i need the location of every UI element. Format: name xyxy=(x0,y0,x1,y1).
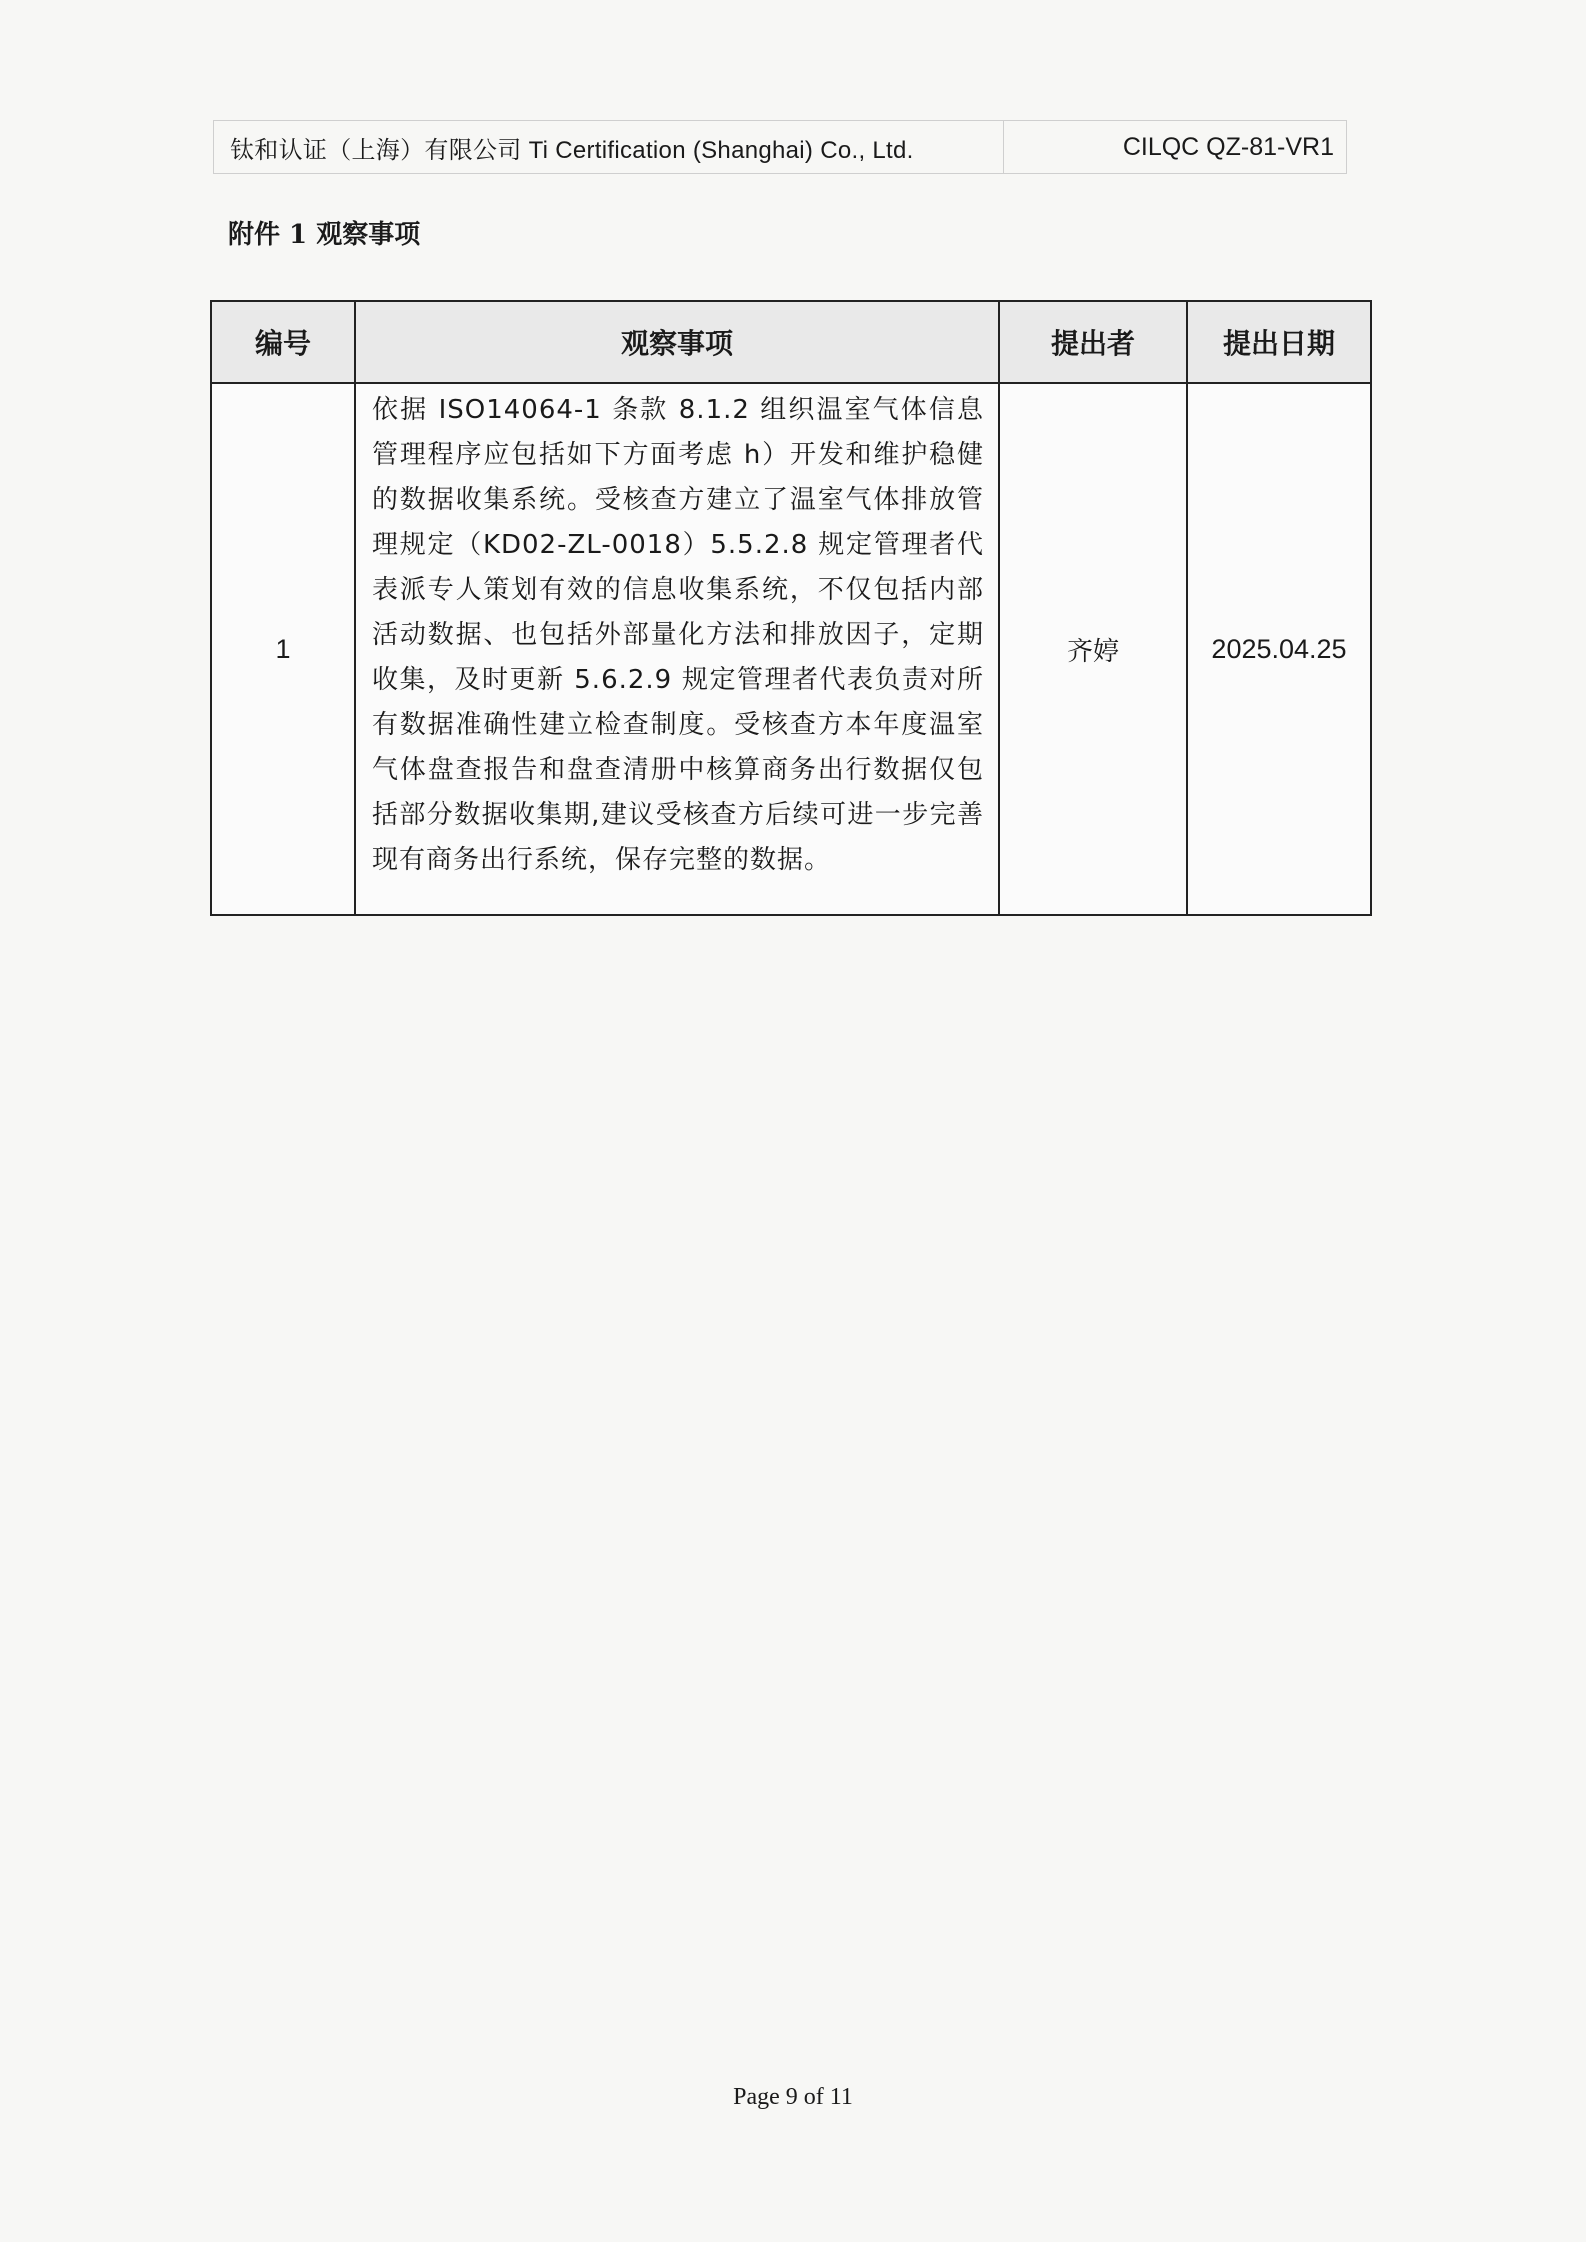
observation-table xyxy=(210,300,1372,916)
cell-date: 2025.04.25 xyxy=(1187,383,1371,915)
page-header xyxy=(213,120,1347,174)
cell-observation: 依据 ISO14064-1 条款 8.1.2 组织温室气体信息管理程序应包括如下方面考虑 h）开发和维护稳健的数据收集系统。受核查方建立了温室气体排放管理规定（KD02-ZL-0018）5.5.2.8 规定管理者代表派专人策划有效的信息收集系统，不仅包括内部活动数据、也包括外部量化方法和排放因子，定期收集，及时更新 5.6.2.9 规定管理者代表负责对所有数据准确性建立检查制度。受核查方本年度温室气体盘查报告和盘查清册中核算商务出行数据仅包括部分数据收集期,建议受核查方后续可进一步完善现有商务出行系统，保存完整的数据。 xyxy=(355,383,999,915)
section-title: 附件 1 观察事项 xyxy=(228,220,421,250)
cell-number: 1 xyxy=(211,383,355,915)
company-name: 钛和认证（上海）有限公司 Ti Certification (Shanghai) Co., Ltd. xyxy=(214,121,1004,173)
column-header-proposer: 提出者 xyxy=(999,301,1187,383)
document-code: CILQC QZ-81-VR1 xyxy=(1122,132,1334,161)
table-header-row xyxy=(211,301,1371,383)
cell-proposer: 齐婷 xyxy=(999,383,1187,915)
column-header-date: 提出日期 xyxy=(1187,301,1371,383)
column-header-number: 编号 xyxy=(211,301,355,383)
column-header-observation: 观察事项 xyxy=(355,301,999,383)
page-number: Page 9 of 11 xyxy=(733,2084,853,2110)
table-row xyxy=(211,383,1371,915)
